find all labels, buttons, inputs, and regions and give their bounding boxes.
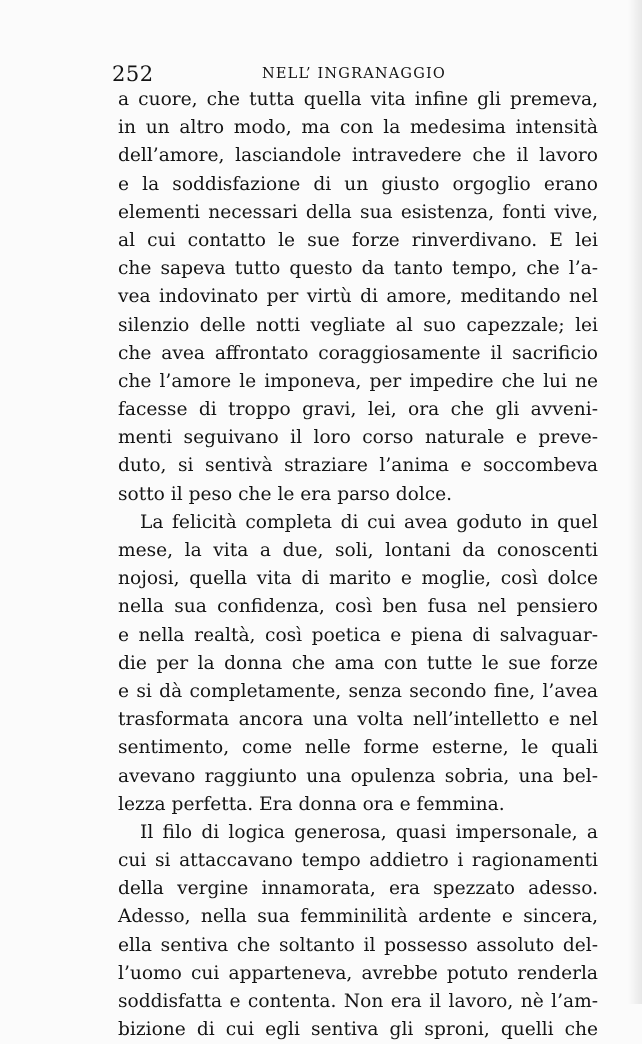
text-line: che sapeva tutto questo da tanto tempo, che l’a- xyxy=(118,258,598,280)
text-line: l’uomo cui apparteneva, avrebbe potuto renderla xyxy=(118,962,598,984)
text-line: sentimento, come nelle forme esterne, le quali xyxy=(118,737,598,759)
text-line: trasformata ancora una volta nell’intelletto e nel xyxy=(118,709,598,731)
text-line: cui si attaccavano tempo addietro i ragionamenti xyxy=(118,850,598,872)
text-line: in un altro modo, ma con la medesima intensità xyxy=(118,117,598,139)
text-line: che avea affrontato coraggiosamente il sacrificio xyxy=(118,342,598,364)
body-text xyxy=(118,86,598,1044)
text-line: duto, si sentivà straziare l’anima e soccombeva xyxy=(118,455,598,477)
text-line: al cui contatto le sue forze rinverdivano. E lei xyxy=(118,229,598,251)
text-line: che l’amore le imponeva, per impedire che lui ne xyxy=(118,370,598,392)
text-line: nojosi, quella vita di marito e moglie, così dolce xyxy=(118,568,598,590)
paragraph-end-line: lezza perfetta. Era donna ora e femmina. xyxy=(118,793,505,815)
text-line: facesse di troppo gravi, lei, ora che gli avveni- xyxy=(118,399,598,421)
text-line: silenzio delle notti vegliate al suo capezzale; lei xyxy=(118,314,598,336)
text-line: mese, la vita a due, soli, lontani da conoscenti xyxy=(118,540,598,561)
text-line: bizione di cui egli sentiva gli sproni, quelli che xyxy=(118,1019,598,1041)
page-number: 252 xyxy=(112,62,154,86)
text-line: nella sua confidenza, così ben fusa nel pensiero xyxy=(118,596,598,618)
text-line: a cuore, che tutta quella vita infine gli premeva, xyxy=(118,89,598,110)
text-line: ella sentiva che soltanto il possesso assoluto del- xyxy=(118,934,598,956)
text-line: Adesso, nella sua femminilità ardente e sincera, xyxy=(118,906,598,928)
text-line: e nella realtà, così poetica e piena di salvaguar- xyxy=(118,624,598,646)
page-edge-shadow xyxy=(628,0,642,1004)
text-line: dell’amore, lasciandole intravedere che il lavoro xyxy=(118,145,598,167)
paragraph-end-line: sotto il peso che le era parso dolce. xyxy=(118,483,453,505)
paragraph-start-line: La felicità completa di cui avea goduto in quel xyxy=(140,511,598,533)
running-title: NELL’ INGRANAGGIO xyxy=(262,66,446,82)
text-line: menti seguivano il loro corso naturale e preve- xyxy=(118,427,598,449)
text-line: soddisfatta e contenta. Non era il lavoro, nè l’am- xyxy=(118,991,598,1012)
text-line: avevano raggiunto una opulenza sobria, una bel- xyxy=(118,765,598,787)
text-line: die per la donna che ama con tutte le sue forze xyxy=(118,652,598,674)
text-line: della vergine innamorata, era spezzato adesso. xyxy=(118,878,598,900)
text-line: elementi necessari della sua esistenza, fonti vive, xyxy=(118,201,598,223)
text-line: e si dà completamente, senza secondo fine, l’avea xyxy=(118,680,598,702)
text-line: e la soddisfazione di un giusto orgoglio erano xyxy=(118,173,598,195)
text-line: vea indovinato per virtù di amore, meditando nel xyxy=(118,286,598,308)
paragraph-start-line: Il filo di logica generosa, quasi impersonale, a xyxy=(140,821,598,843)
